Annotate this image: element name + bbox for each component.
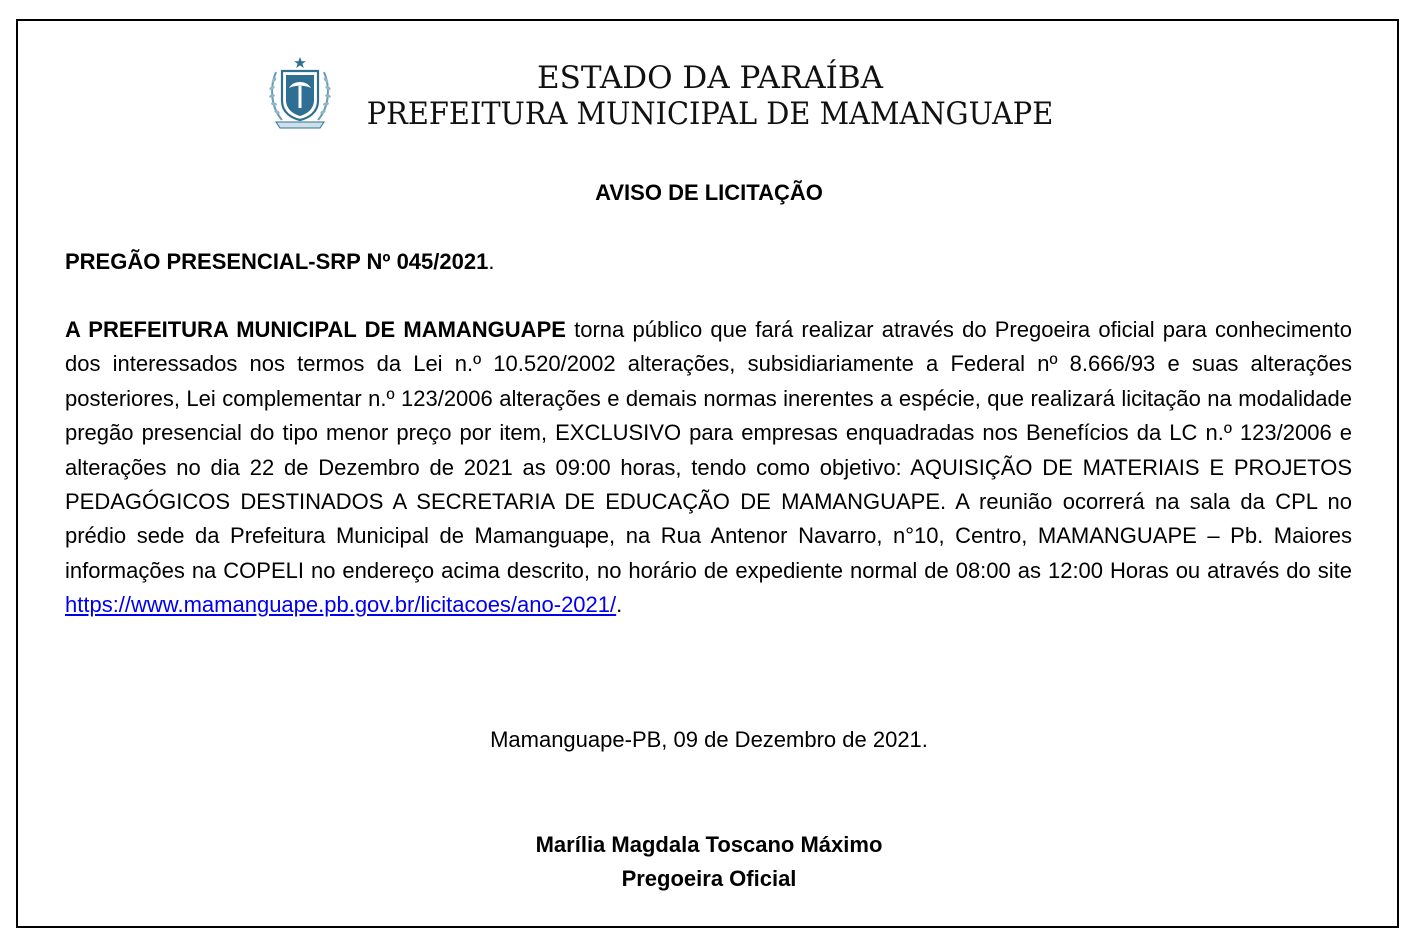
notice-title: AVISO DE LICITAÇÃO	[595, 180, 823, 205]
process-suffix: .	[488, 249, 495, 274]
body-text: torna público que fará realizar através do Pregoeira oficial para conhecimento dos interessados nos termos da Lei n.º 10.520/2002 alterações, subsidiariamente a Federal nº 8.666/93 e suas alterações posteriores, Lei complementar n.º 123/2006 alterações e demais normas inerentes a espécie, que realizará licitação na modalidade pregão presencial do tipo menor preço por item, EXCLUSIVO para empresas enquadradas nos Benefícios da LC n.º 123/2006 e alterações no dia 22 de Dezembro de 2021 as 09:00 horas, tendo como objetivo: AQUISIÇÃO DE MATERIAIS E PROJETOS PEDAGÓGICOS DESTINADOS A SECRETARIA DE EDUCAÇÃO DE MAMANGUAPE. A reunião ocorrerá na sala da CPL no prédio sede da Prefeitura Municipal de Mamanguape, na Rua Antenor Navarro, n°10, Centro, MAMANGUAPE – Pb. Maiores informações na COPELI no endereço acima descrito, no horário de expediente normal de 08:00 as 12:00 Horas ou através do site	[65, 317, 1352, 583]
signature-block	[0, 828, 1418, 896]
state-name: ESTADO DA PARAÍBA	[537, 60, 883, 96]
notice-body	[65, 313, 1352, 623]
link-suffix: .	[616, 592, 623, 618]
notice-date: Mamanguape-PB, 09 de Dezembro de 2021.	[490, 727, 928, 752]
bidding-link[interactable]: https://www.mamanguape.pb.gov.br/licitacoes/ano-2021/	[65, 592, 617, 618]
process-number-text: PREGÃO PRESENCIAL-SRP Nº 045/2021	[65, 249, 489, 274]
signer-name: Marília Magdala Toscano Máximo	[535, 832, 883, 857]
body-lead: A PREFEITURA MUNICIPAL DE MAMANGUAPE	[65, 317, 566, 342]
coat-of-arms-icon	[262, 56, 338, 132]
signer-role: Pregoeira Oficial	[621, 866, 797, 891]
process-number	[65, 249, 494, 275]
municipality-name: PREFEITURA MUNICIPAL DE MAMANGUAPE	[366, 96, 1054, 132]
document-header	[340, 61, 1080, 133]
